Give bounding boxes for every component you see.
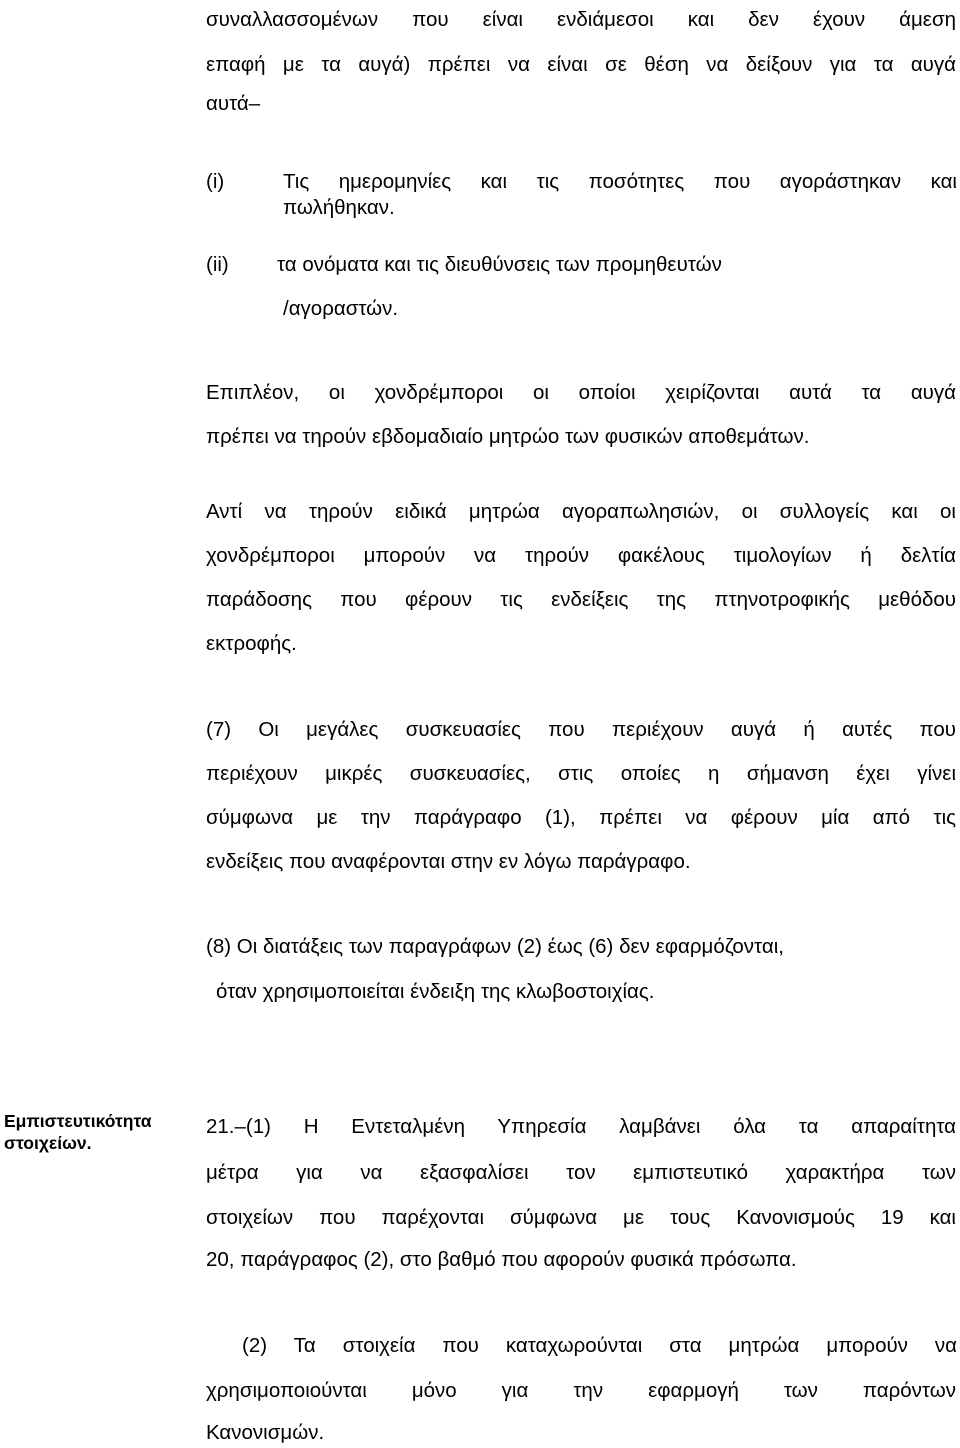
reg21-p1-line-4: 20, παράγραφος (2), στο βαθμό που αφορούν φυσικά πρόσωπα.: [206, 1248, 797, 1271]
p7-line-2: περιέχουν μικρές συσκευασίες, στις οποίες η σήμανση έχει γίνει: [206, 762, 956, 785]
reg21-p1-line-3: στοιχείων που παρέχονται σύμφωνα με τους Κανονισμούς 19 και: [206, 1206, 956, 1229]
list-marker-i: (i): [206, 170, 225, 193]
instead-line-4: εκτροφής.: [206, 632, 297, 655]
list-item-i-line-1: Τις ημερομηνίες και τις ποσότητες που αγοράστηκαν και: [283, 170, 957, 193]
instead-line-3: παράδοσης που φέρουν τις ενδείξεις της πτηνοτροφικής μεθόδου: [206, 588, 956, 611]
reg21-p2-line-1: (2) Τα στοιχεία που καταχωρούνται στα μητρώα μπορούν να: [242, 1334, 957, 1357]
instead-line-2: χονδρέμποροι μπορούν να τηρούν φακέλους τιμολογίων ή δελτία: [206, 544, 956, 567]
list-item-ii-line-2: /αγοραστών.: [283, 297, 399, 320]
p7-line-4: ενδείξεις που αναφέρονται στην εν λόγω παράγραφο.: [206, 850, 691, 873]
instead-line-1: Αντί να τηρούν ειδικά μητρώα αγοραπωλησιών, οι συλλογείς και οι: [206, 500, 956, 523]
side-heading-line-2: στοιχείων.: [4, 1133, 92, 1153]
wholesalers-line-2: πρέπει να τηρούν εβδομαδιαίο μητρώο των φυσικών αποθεμάτων.: [206, 425, 810, 448]
intro-line-2: επαφή με τα αυγά) πρέπει να είναι σε θέση να δείξουν για τα αυγά: [206, 53, 956, 76]
wholesalers-line-1: Επιπλέον, οι χονδρέμποροι οι οποίοι χειρίζονται αυτά τα αυγά: [206, 381, 956, 404]
list-item-ii-line-1: τα ονόματα και τις διευθύνσεις των προμηθευτών: [277, 253, 722, 276]
p7-line-1: (7) Οι μεγάλες συσκευασίες που περιέχουν αυγά ή αυτές που: [206, 718, 956, 741]
reg21-p1-line-2: μέτρα για να εξασφαλίσει τον εμπιστευτικό χαρακτήρα των: [206, 1161, 956, 1184]
list-item-i-line-2: πωλήθηκαν.: [283, 196, 395, 219]
reg21-p2-line-3: Κανονισμών.: [206, 1421, 325, 1444]
p7-line-3: σύμφωνα με την παράγραφο (1), πρέπει να φέρουν μία από τις: [206, 806, 956, 829]
reg21-p1-line-1: 21.–(1) Η Εντεταλμένη Υπηρεσία λαμβάνει όλα τα απαραίτητα: [206, 1115, 956, 1138]
list-marker-ii: (ii): [206, 253, 229, 276]
intro-line-1: συναλλασσομένων που είναι ενδιάμεσοι και δεν έχουν άμεση: [206, 8, 956, 31]
p8-line-2: όταν χρησιμοποιείται ένδειξη της κλωβοστοιχίας.: [216, 980, 655, 1003]
intro-line-3: αυτά–: [206, 92, 261, 115]
side-heading-line-1: Εμπιστευτικότητα: [4, 1111, 152, 1131]
p8-line-1: (8) Οι διατάξεις των παραγράφων (2) έως (6) δεν εφαρμόζονται,: [206, 935, 784, 958]
side-heading: [4, 1110, 186, 1154]
reg21-p2-line-2: χρησιμοποιούνται μόνο για την εφαρμογή των παρόντων: [206, 1379, 956, 1402]
